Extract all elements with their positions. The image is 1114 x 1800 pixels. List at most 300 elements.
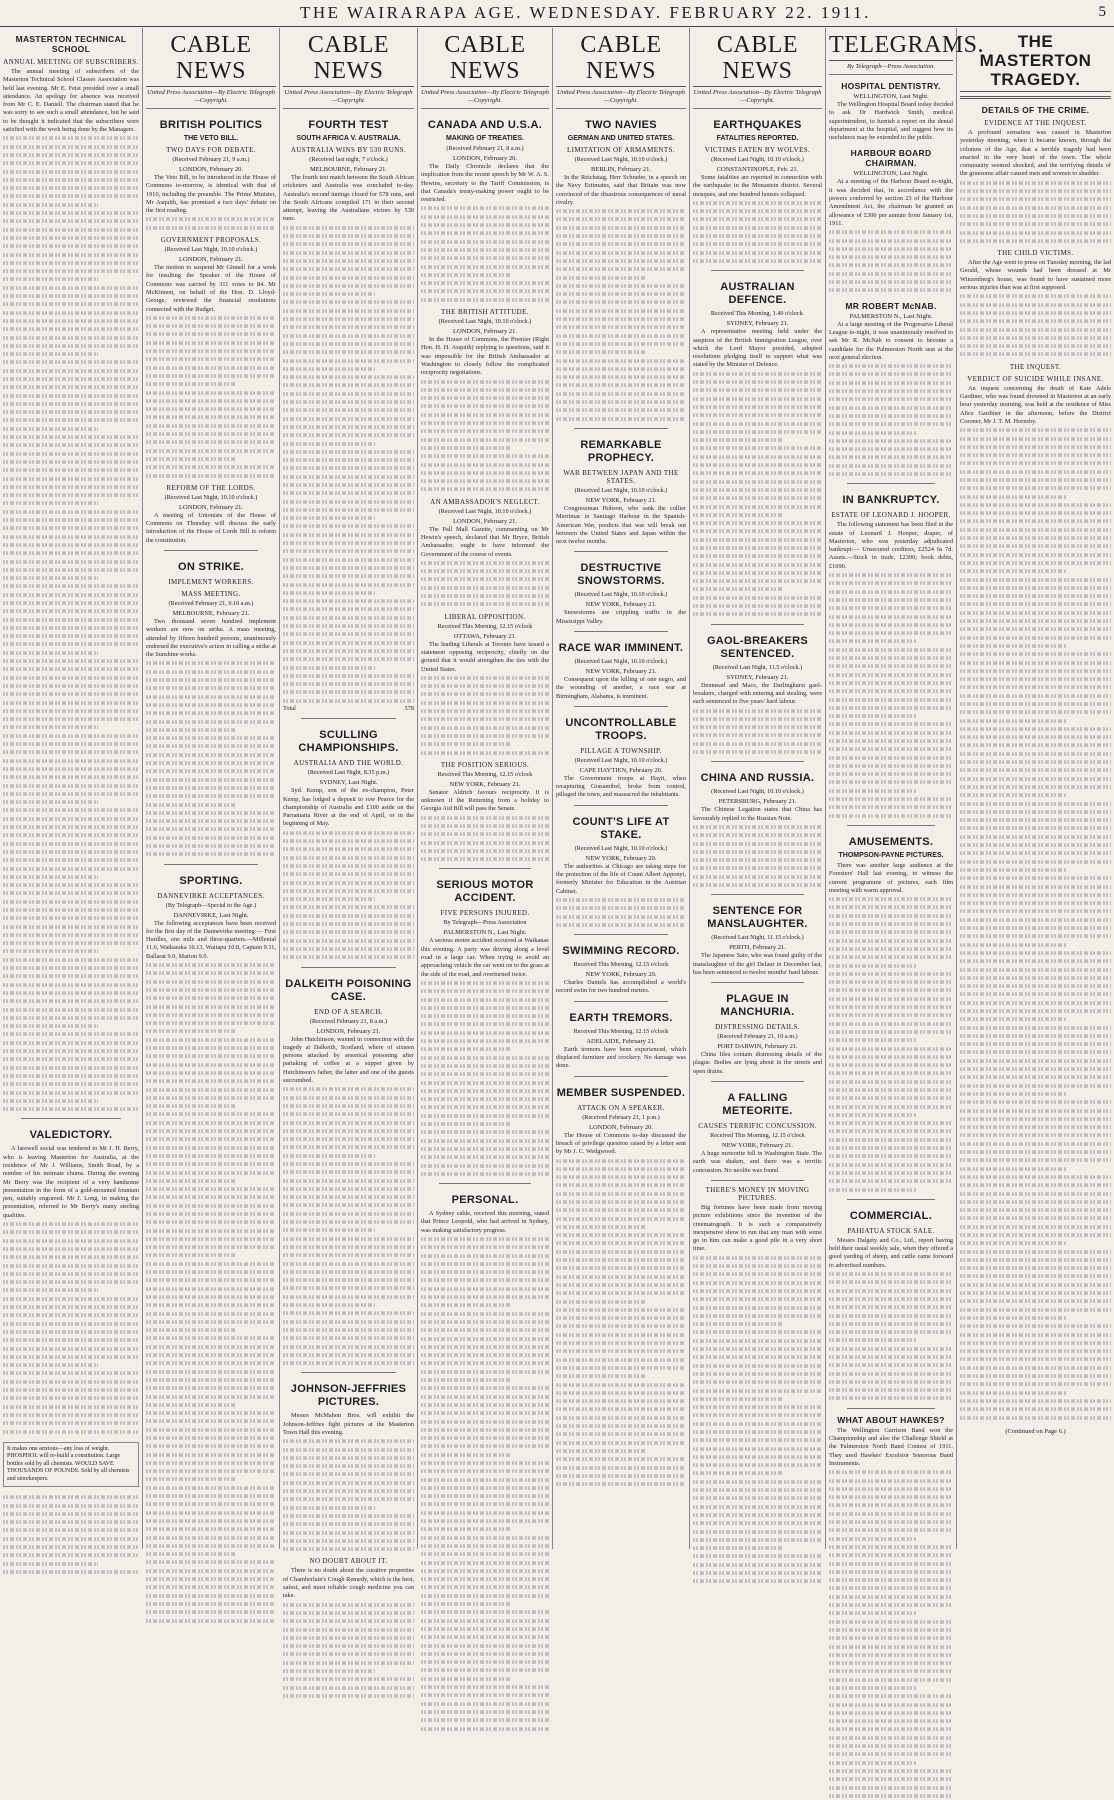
text-line xyxy=(283,1179,414,1183)
text-line xyxy=(960,303,1111,307)
text-line xyxy=(146,374,276,378)
text-line xyxy=(3,1430,139,1434)
text-line xyxy=(3,402,139,406)
text-line xyxy=(960,511,1111,515)
motor-accident-heading: SERIOUS MOTOR ACCIDENT. xyxy=(436,879,534,905)
text-line xyxy=(3,336,139,340)
text-line xyxy=(960,1242,1066,1246)
received-line: Received This Morning, 12.15 o'clock xyxy=(710,1132,805,1140)
text-line xyxy=(556,309,686,313)
text-line xyxy=(146,1411,276,1415)
text-line xyxy=(829,947,953,951)
text-line xyxy=(146,1030,237,1034)
text-line xyxy=(421,1362,549,1366)
personal-heading: PERSONAL. xyxy=(451,1194,519,1207)
tremors-heading: EARTH TREMORS. xyxy=(569,1011,673,1024)
text-line xyxy=(146,1312,276,1316)
masthead-title: THE WAIRARAPA AGE. WEDNESDAY. FEBRUARY 22. 1911. xyxy=(300,3,871,22)
text-line xyxy=(960,918,1111,922)
text-line xyxy=(693,438,783,442)
text-line xyxy=(421,734,549,738)
text-line xyxy=(283,1171,414,1175)
text-line xyxy=(829,1397,953,1401)
received-line: (Received February 21, 9 a.m.) xyxy=(172,156,250,163)
text-line xyxy=(829,1703,953,1707)
text-line xyxy=(146,1445,276,1449)
text-line xyxy=(3,875,98,879)
text-line xyxy=(283,1096,414,1100)
text-line xyxy=(283,666,375,670)
amusements-article: There was another large audience at the Foresters' Hall last evening, to witness the current programme of pictures, each film meeting with warm approval. xyxy=(829,861,953,894)
text-line xyxy=(960,1026,1111,1030)
text-line xyxy=(556,392,686,396)
text-line xyxy=(3,1058,139,1062)
text-line xyxy=(693,1405,822,1409)
text-line xyxy=(693,496,822,500)
text-line xyxy=(3,784,139,788)
text-line xyxy=(829,1545,953,1549)
text-line xyxy=(421,446,511,450)
text-line xyxy=(960,1217,1111,1221)
text-line xyxy=(146,1179,237,1183)
text-line xyxy=(3,1347,139,1351)
article-continued xyxy=(693,1254,822,1586)
text-line xyxy=(960,462,1111,466)
text-line xyxy=(693,867,822,871)
text-line xyxy=(960,453,1111,457)
text-line xyxy=(421,298,549,302)
dateline: SYDNEY, February 21. xyxy=(726,320,789,328)
text-line xyxy=(421,1669,549,1673)
received-line: (Received Last Night, 10.10 o'clock.) xyxy=(438,318,532,326)
text-line xyxy=(3,1041,139,1045)
text-line xyxy=(283,649,414,653)
text-line xyxy=(829,1014,953,1018)
lords-article: A meeting of Unionists of the House of Commons on Thursday will discuss the early introduction of the House of Lords Bill to reform the constitution. xyxy=(146,511,276,544)
text-line xyxy=(556,1308,686,1312)
divider xyxy=(574,1076,668,1077)
text-line xyxy=(283,1611,414,1615)
text-line xyxy=(3,1363,98,1367)
text-line xyxy=(146,1611,276,1615)
text-line xyxy=(960,868,1066,872)
text-line xyxy=(693,488,822,492)
text-line xyxy=(146,1088,276,1092)
text-line xyxy=(3,792,139,796)
text-line xyxy=(693,447,822,451)
text-line xyxy=(693,1389,822,1393)
text-line xyxy=(693,1488,822,1492)
text-line xyxy=(693,1347,822,1351)
race-war-article: Consequent upon the killing of one negro, and the wounding of another, a race war at Birmingham, Alabama, is imminent. xyxy=(556,675,686,700)
text-line xyxy=(960,520,1111,524)
text-line xyxy=(283,864,414,868)
dateline: MELBOURNE, February 21. xyxy=(172,609,250,617)
dateline: LONDON, February 21. xyxy=(316,1027,381,1035)
text-line xyxy=(3,1239,139,1243)
text-line xyxy=(146,1096,276,1100)
text-line xyxy=(421,726,549,730)
text-line xyxy=(960,478,1111,482)
text-line xyxy=(960,1325,1111,1329)
text-line xyxy=(146,1619,276,1623)
bankruptcy-article: The following statement has been filed in the estate of Leonard J. Hooper, draper, of Masterton, who was yesterday adjudicated bankrupt:— Unsecured creditors, £2524 6s 7d. Assets.—Stock in trade, £2300; book debts, £1690. xyxy=(829,521,953,570)
text-line xyxy=(960,1084,1111,1088)
text-line xyxy=(960,181,1111,185)
text-line xyxy=(693,1463,822,1467)
text-line xyxy=(556,1333,686,1337)
text-line xyxy=(283,483,414,487)
text-line xyxy=(829,447,953,451)
text-line xyxy=(3,1405,139,1409)
text-line xyxy=(283,1506,375,1510)
dateline: OTTAWA, February 21. xyxy=(453,632,517,640)
text-line xyxy=(421,594,549,598)
divider xyxy=(847,1408,935,1409)
text-line xyxy=(3,369,139,373)
text-line xyxy=(146,1378,276,1382)
text-line xyxy=(3,1016,139,1020)
text-line xyxy=(829,1097,953,1101)
text-line xyxy=(146,1080,276,1084)
text-line xyxy=(829,389,953,393)
text-line xyxy=(283,1137,414,1141)
text-line xyxy=(283,375,414,379)
text-line xyxy=(693,259,822,263)
text-line xyxy=(3,1380,139,1384)
text-line xyxy=(556,1233,686,1237)
text-line xyxy=(829,607,953,611)
earthquake-article: Some fatalities are reported in connection with the earthquake in the Monastein district. Several mosques, and one hundred houses collapsed. xyxy=(693,174,822,198)
text-line xyxy=(146,1196,276,1200)
text-line xyxy=(146,678,276,682)
text-line xyxy=(556,1175,686,1179)
text-line xyxy=(693,243,822,247)
swimming-article: Charles Daniels has accomplished a world's record swim for two hundred metres. xyxy=(556,979,686,995)
text-line xyxy=(3,1529,139,1533)
text-line xyxy=(829,439,953,443)
advert-continued xyxy=(3,1493,139,1576)
text-line xyxy=(146,1362,276,1366)
dateline: LONDON, February 21. xyxy=(453,328,517,336)
text-line xyxy=(829,1495,953,1499)
text-line xyxy=(283,351,414,355)
text-line xyxy=(283,674,414,678)
text-line xyxy=(3,850,139,854)
text-line xyxy=(146,333,276,337)
text-line xyxy=(283,1245,414,1249)
text-line xyxy=(3,527,139,531)
text-line xyxy=(960,1042,1111,1046)
text-line xyxy=(421,833,549,837)
divider xyxy=(711,894,804,895)
text-line xyxy=(556,1466,686,1470)
text-line xyxy=(3,153,139,157)
text-line xyxy=(556,1258,686,1262)
text-line xyxy=(829,1289,953,1293)
canada-usa-heading: CANADA AND U.S.A. xyxy=(427,119,543,131)
text-line xyxy=(693,397,822,401)
text-line xyxy=(3,427,98,431)
text-line xyxy=(283,906,414,910)
text-line xyxy=(146,465,276,469)
text-line xyxy=(556,359,686,363)
text-line xyxy=(283,417,414,421)
text-line xyxy=(146,1519,276,1523)
received-line: (By Telegraph—Special to the Age.) xyxy=(165,901,257,909)
dateline: ADELAIDE, February 21. xyxy=(586,1037,656,1045)
text-line xyxy=(146,1138,276,1142)
text-line xyxy=(3,1322,139,1326)
dateline: DANNEVIRKE, Last Night. xyxy=(173,911,249,919)
text-line xyxy=(960,910,1111,914)
text-line xyxy=(829,772,953,776)
text-line xyxy=(283,931,414,935)
text-line xyxy=(829,681,953,685)
text-line xyxy=(829,1314,953,1318)
text-line xyxy=(3,1397,139,1401)
inquest-article: An inquest concerning the death of Kate Adele Gardiner, who was found drowned in Masterton at an early hour yesterday morning, was held at the residence of Miss Alice Gardiner in the afternoon, before the District Coroner, Mr J. T. M. Hornsby. xyxy=(960,384,1111,425)
divider xyxy=(574,1001,668,1002)
moving-pictures-heading: THERE'S MONEY IN MOVING PICTURES. xyxy=(705,1185,810,1202)
text-line xyxy=(283,492,414,496)
text-line xyxy=(283,1121,414,1125)
text-line xyxy=(146,819,276,823)
text-line xyxy=(421,1164,549,1168)
text-line xyxy=(146,1594,276,1598)
text-line xyxy=(421,1718,549,1722)
divider xyxy=(21,1118,121,1119)
text-line xyxy=(283,583,414,587)
text-line xyxy=(283,1295,414,1299)
text-line xyxy=(960,802,1111,806)
text-line xyxy=(421,1246,549,1250)
text-line xyxy=(283,450,414,454)
text-line xyxy=(693,1472,783,1476)
text-line xyxy=(283,699,414,703)
text-line xyxy=(146,1436,276,1440)
total-label: Total xyxy=(283,705,296,712)
text-line xyxy=(3,162,139,166)
meteorite-article: A huge meteorite fell in Washington State. The earth was shaken, and there was a terrific concussion. No neolite was found. xyxy=(693,1150,822,1174)
text-line xyxy=(421,1536,549,1540)
text-line xyxy=(421,1436,549,1440)
text-line xyxy=(421,1586,549,1590)
article-continued xyxy=(421,378,549,494)
crime-subheading: DETAILS OF THE CRIME. xyxy=(981,105,1090,115)
text-line xyxy=(3,676,139,680)
text-line xyxy=(829,272,953,276)
divider xyxy=(574,551,668,552)
text-line xyxy=(3,1008,139,1012)
text-line xyxy=(960,976,1111,980)
text-line xyxy=(146,1428,276,1432)
text-line xyxy=(3,1496,139,1500)
text-line xyxy=(283,525,414,529)
received-line: (Received Last Night, 10.10 o'clock.) xyxy=(164,493,258,501)
text-line xyxy=(960,1142,1111,1146)
text-line xyxy=(829,756,953,760)
text-line xyxy=(829,1562,953,1566)
text-line xyxy=(3,610,139,614)
text-line xyxy=(829,1520,953,1524)
text-line xyxy=(283,533,414,537)
text-line xyxy=(556,923,686,927)
text-line xyxy=(693,1497,822,1501)
position-subheading: THE POSITION SERIOUS. xyxy=(440,760,530,769)
text-line xyxy=(3,941,139,945)
mcnab-article: At a large meeting of the Progressive Liberal League to-night, it was unanimously resolved to ask Mr R. McNab to consent to become a candidate for the Palmerston North seat at the next general election. xyxy=(829,320,953,361)
text-line xyxy=(283,268,414,272)
text-line xyxy=(421,1023,549,1027)
dateline: NEW YORK, February 21. xyxy=(722,1142,793,1150)
text-line xyxy=(146,358,276,362)
text-line xyxy=(693,1513,822,1517)
text-line xyxy=(146,988,276,992)
text-line xyxy=(421,257,549,261)
text-line xyxy=(829,381,953,385)
text-line xyxy=(283,691,414,695)
text-line xyxy=(693,1422,822,1426)
text-line xyxy=(693,1522,822,1526)
text-line xyxy=(283,400,414,404)
plague-heading: PLAGUE IN MANCHURIA. xyxy=(720,993,795,1019)
text-line xyxy=(960,495,1066,499)
text-line xyxy=(829,1554,953,1558)
text-line xyxy=(421,1577,549,1581)
text-line xyxy=(556,1399,686,1403)
text-line xyxy=(421,1602,511,1606)
text-line xyxy=(146,1295,276,1299)
text-line xyxy=(960,239,1111,243)
text-line xyxy=(829,1163,953,1167)
text-line xyxy=(829,422,953,426)
divider xyxy=(711,270,804,271)
text-line xyxy=(960,1349,1111,1353)
meteorite-heading: A FALLING METEORITE. xyxy=(722,1092,793,1118)
text-line xyxy=(693,571,822,575)
received-line: Received This Morning, 1.40 o'clock. xyxy=(710,310,805,318)
text-line xyxy=(146,1038,276,1042)
text-line xyxy=(421,1420,549,1424)
text-line xyxy=(283,234,414,238)
text-line xyxy=(421,1636,549,1640)
text-line xyxy=(421,1503,549,1507)
text-line xyxy=(960,935,1111,939)
text-line xyxy=(829,1612,916,1616)
divider xyxy=(711,624,804,625)
text-line xyxy=(3,966,139,970)
article-continued xyxy=(146,961,276,1625)
text-line xyxy=(556,1200,686,1204)
text-line xyxy=(3,834,139,838)
text-line xyxy=(3,203,98,207)
text-line xyxy=(556,384,686,388)
text-line xyxy=(283,367,375,371)
text-line xyxy=(146,1154,276,1158)
text-line xyxy=(421,1544,549,1548)
text-line xyxy=(829,1297,953,1301)
text-line xyxy=(146,778,276,782)
text-line xyxy=(421,1039,549,1043)
text-line xyxy=(556,1375,647,1379)
text-line xyxy=(283,633,414,637)
text-line xyxy=(3,137,139,141)
text-line xyxy=(421,438,549,442)
china-russia-article: The Chinese Legation states that China has favourably replied to the Russian Note. xyxy=(693,806,822,822)
text-line xyxy=(421,841,549,845)
text-line xyxy=(421,471,549,475)
text-line xyxy=(3,659,139,663)
text-line xyxy=(829,1736,953,1740)
text-line xyxy=(146,1013,276,1017)
divider xyxy=(574,631,668,632)
text-line xyxy=(829,1347,953,1351)
text-line xyxy=(421,718,549,722)
text-line xyxy=(829,1155,953,1159)
text-line xyxy=(556,276,647,280)
text-line xyxy=(283,1220,414,1224)
text-line xyxy=(3,800,98,804)
received-line: (Received February 21, 8 a.m.) xyxy=(309,1017,388,1025)
school-article-continued xyxy=(3,134,139,1113)
text-line xyxy=(3,917,139,921)
text-line xyxy=(283,1262,414,1266)
valedictory-article-continued xyxy=(3,1220,139,1436)
text-line xyxy=(146,1270,276,1274)
received-line: (Received Last Night, 10.10 o'clock.) xyxy=(574,591,668,599)
text-line xyxy=(693,1314,822,1318)
text-line xyxy=(3,1388,139,1392)
article-continued xyxy=(960,179,1111,245)
text-line xyxy=(3,618,139,622)
text-line xyxy=(960,877,1111,881)
text-line xyxy=(283,1661,414,1665)
text-line xyxy=(146,972,276,976)
fourth-test-heading: FOURTH TEST xyxy=(308,119,389,131)
text-line xyxy=(146,1229,276,1233)
text-line xyxy=(960,1258,1111,1262)
cable-news-heading: CABLE NEWS xyxy=(146,32,276,87)
text-line xyxy=(829,1661,953,1665)
text-line xyxy=(3,1272,139,1276)
text-line xyxy=(693,455,822,459)
text-line xyxy=(556,1341,686,1345)
text-line xyxy=(283,259,414,263)
text-line xyxy=(421,816,549,820)
text-line xyxy=(283,1473,414,1477)
text-line xyxy=(3,693,139,697)
troops-heading: UNCONTROLLABLE TROOPS. xyxy=(565,716,677,742)
text-line xyxy=(960,1200,1111,1204)
dateline: BERLIN, February 21. xyxy=(591,166,651,173)
text-line xyxy=(960,735,1111,739)
text-line xyxy=(283,616,414,620)
text-line xyxy=(829,431,916,435)
text-line xyxy=(3,1256,139,1260)
dateline: LONDON, February 21. xyxy=(179,256,243,264)
divider xyxy=(301,718,396,719)
text-line xyxy=(960,1009,1111,1013)
text-line xyxy=(3,1107,139,1111)
text-line xyxy=(829,373,953,377)
text-line xyxy=(960,1051,1111,1055)
personal-article: A Sydney cable, received this morning, stated that Prince Leopold, who had arrived in Sydney, was making satisfactory progress. xyxy=(421,1210,549,1234)
divider xyxy=(711,982,804,983)
text-line xyxy=(693,389,822,393)
text-line xyxy=(556,326,686,330)
text-line xyxy=(960,744,1111,748)
